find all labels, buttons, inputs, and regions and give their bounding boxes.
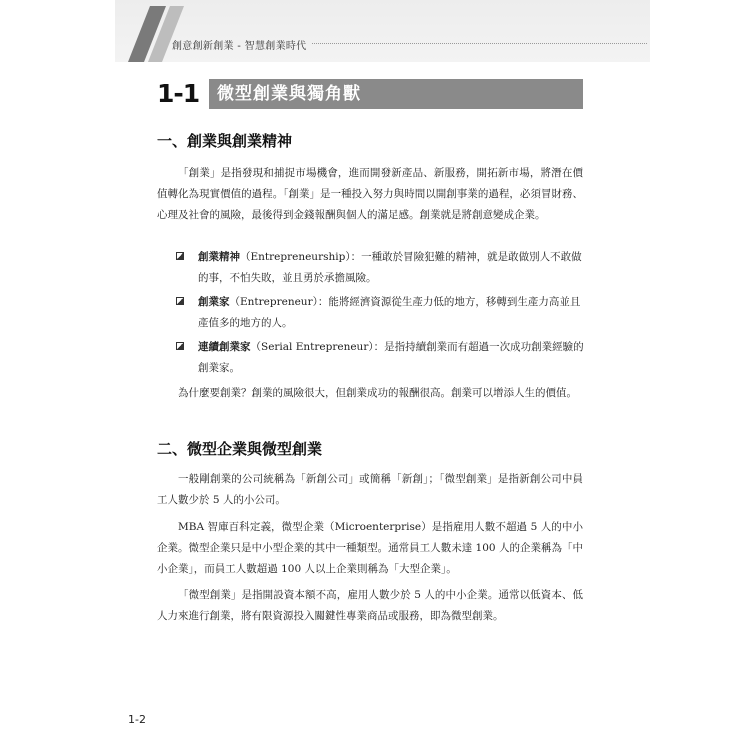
- bullet-term: 創業精神: [198, 251, 240, 263]
- bullet-text: （Entrepreneur）：能將經濟資源從生產力低的地方，移轉到生產力高並且產值多的地方的人。: [198, 296, 581, 329]
- header-stripes-decoration: [128, 6, 188, 62]
- section-title: 微型創業與獨角獸: [217, 84, 361, 104]
- paragraph: MBA 智庫百科定義，微型企業（Microenterprise）是指雇用人數不超過 5 人的中小企業。微型企業只是中小型企業的其中一種類型。通常員工人數未達 100 人的企業稱為「中小企業」，而員工人數超過 100 人以上企業則稱為「大型企業」。: [157, 521, 583, 575]
- bullet-term: 連續創業家: [198, 341, 251, 353]
- subsection-heading-1: 一、創業與創業精神: [157, 132, 293, 150]
- bullet-icon: [176, 252, 184, 260]
- bullet-icon: [176, 342, 184, 350]
- paragraph: 一般剛創業的公司統稱為「新創公司」或簡稱「新創」；「微型創業」是指新創公司中員工人數少於 5 人的小公司。: [157, 473, 583, 506]
- bullet-text: （Entrepreneurship）：一種敢於冒險犯難的精神，就是敢做別人不敢做的事，不怕失敗，並且勇於承擔風險。: [198, 251, 582, 284]
- running-title: 創意創新創業 - 智慧創業時代: [172, 41, 307, 52]
- bullet-term: 創業家: [198, 296, 230, 308]
- bullet-icon: [176, 297, 184, 305]
- subsection-heading-2: 二、微型企業與微型創業: [157, 440, 323, 458]
- bullet-text: （Serial Entrepreneur）：是指持續創業而有超過一次成功創業經驗的創業家。: [198, 341, 584, 374]
- section-number: 1-1: [157, 79, 200, 108]
- section-heading: [157, 79, 583, 109]
- page-number: 1-2: [128, 713, 146, 726]
- paragraph: 「創業」是指發現和捕捉市場機會，進而開發新產品、新服務，開拓新市場，將潛在價值轉化為現實價值的過程。「創業」是一種投入努力與時間以開創事業的過程，必須冒財務、心理及社會的風險，最後得到金錢報酬與個人的滿足感。創業就是將創意變成企業。: [157, 167, 583, 221]
- paragraph: 為什麼要創業？創業的風險很大，但創業成功的報酬很高。創業可以增添人生的價值。: [178, 387, 577, 399]
- running-header: [115, 0, 650, 62]
- header-dotted-rule: [312, 43, 647, 45]
- paragraph: 「微型創業」是指開設資本額不高，雇用人數少於 5 人的中小企業。通常以低資本、低人力來進行創業，將有限資源投入關鍵性專業商品或服務，即為微型創業。: [157, 589, 583, 622]
